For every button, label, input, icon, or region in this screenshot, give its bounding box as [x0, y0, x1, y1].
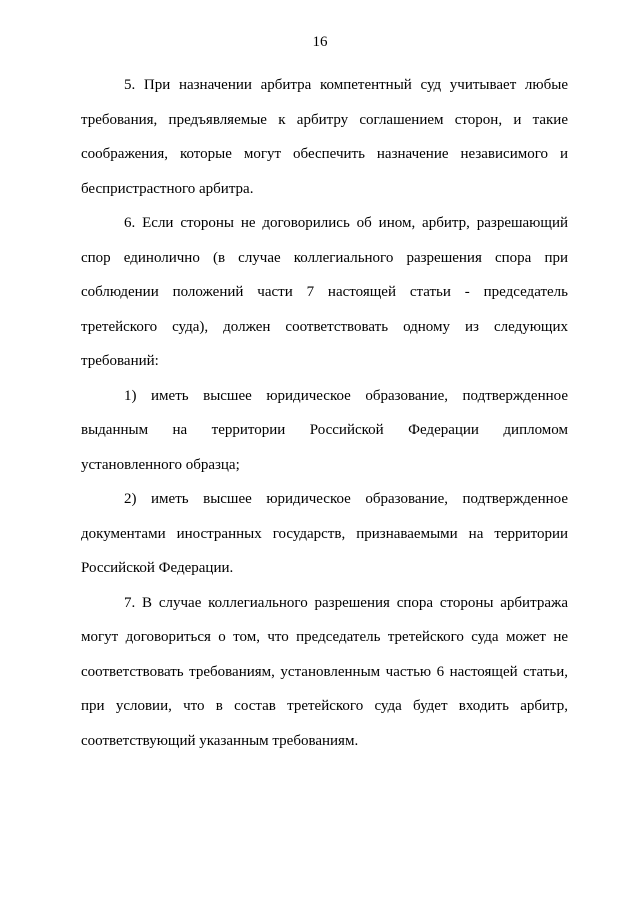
paragraph-item-7: 7. В случае коллегиального разрешения спора стороны арбитража могут договориться о том, что председатель третейского суда может не соответствовать требованиям, установленным частью 6 настоящей статьи, при условии, что в состав третейского суда будет входить арбитр, соответствующий указанным требованиям. [81, 594, 568, 749]
paragraph-item-6-subitem-2: 2) иметь высшее юридическое образование, подтвержденное документами иностранных государств, признаваемыми на территории Российской Федерации. [81, 491, 568, 576]
paragraph-item-6: 6. Если стороны не договорились об ином, арбитр, разрешающий спор единолично (в случае коллегиального разрешения спора при соблюдении положений части 7 настоящей статьи - председатель третейского суда), должен соответствовать одному из следующих требований: [81, 215, 568, 369]
paragraph-item-5: 5. При назначении арбитра компетентный суд учитывает любые требования, предъявляемые к арбитру соглашением сторон, и такие соображения, которые могут обеспечить назначение независимого и беспристрастного арбитра. [81, 77, 568, 197]
paragraph-item-6-subitem-1: 1) иметь высшее юридическое образование, подтвержденное выданным на территории Российской Федерации дипломом установленного образца; [81, 387, 568, 473]
document-body [81, 68, 568, 758]
page-number: 16 [312, 34, 328, 50]
